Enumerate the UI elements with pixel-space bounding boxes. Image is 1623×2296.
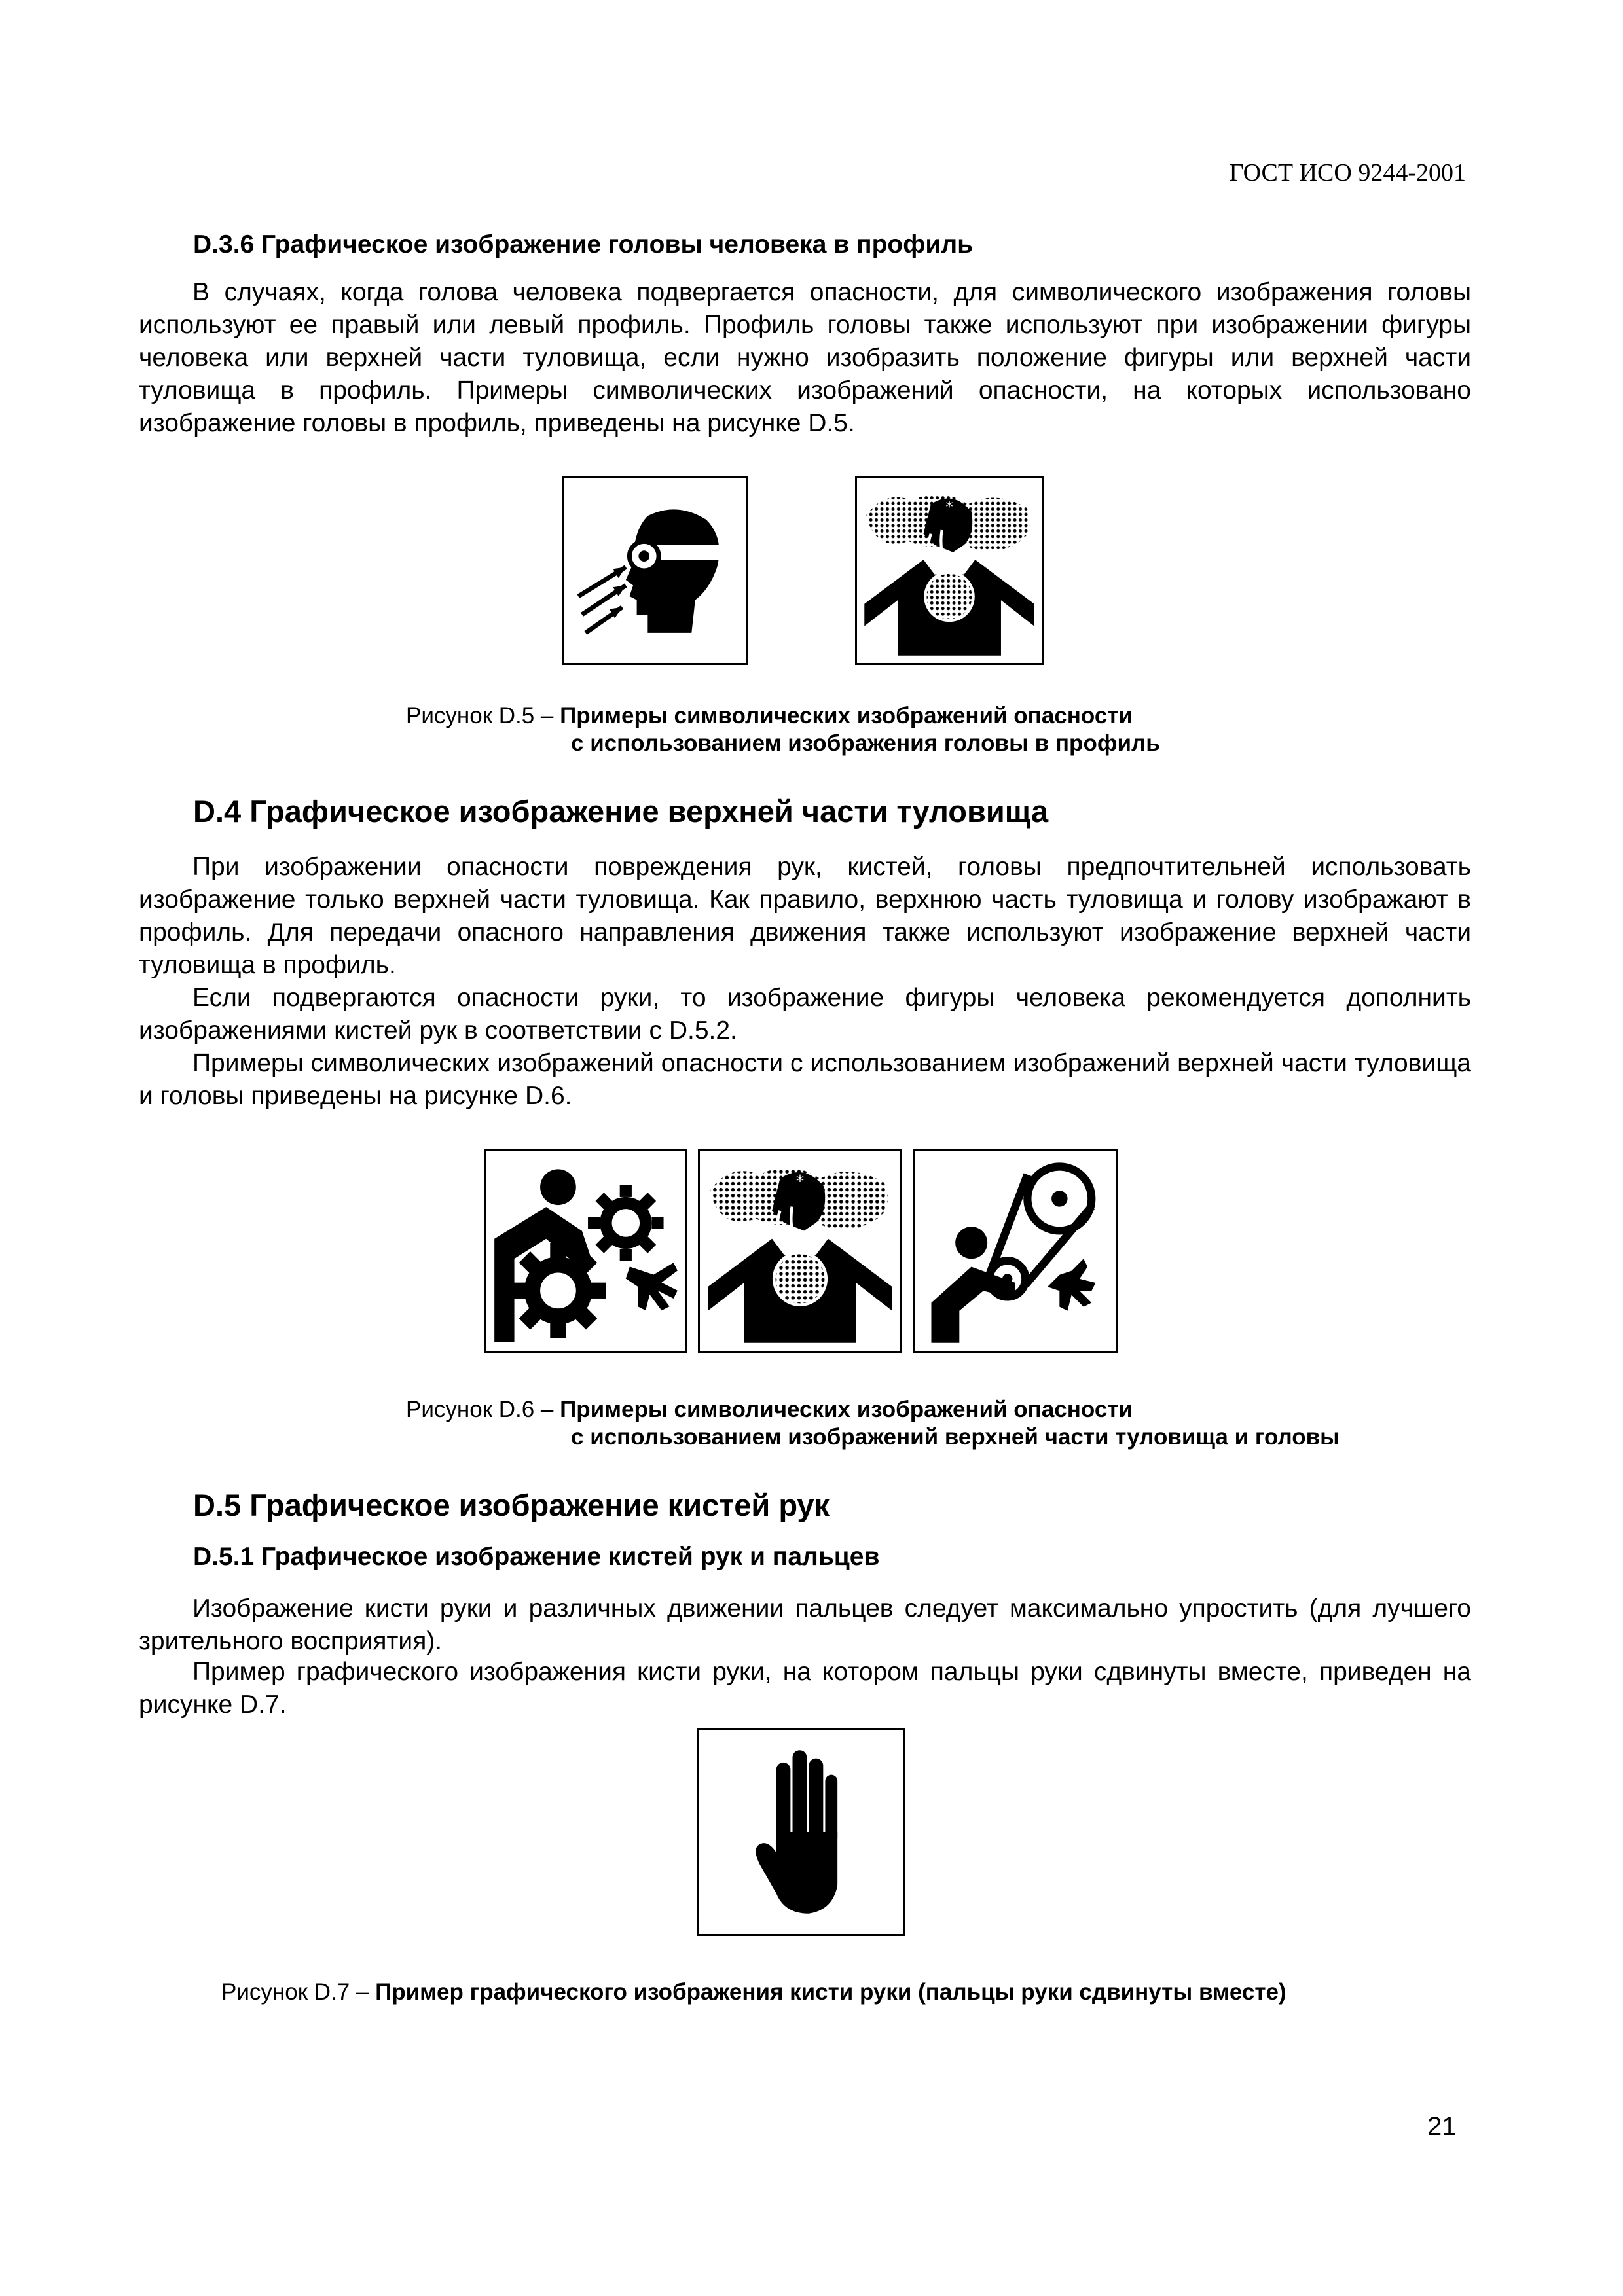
standard-number: ГОСТ ИСО 9244-2001 [1229, 159, 1466, 187]
section-text-d51-p2: Пример графического изображения кисти руки, на котором пальцы руки сдвинуты вместе, приведен на рисунке D.7. [139, 1658, 1471, 1719]
gear-entanglement-icon [486, 1151, 685, 1351]
hand-fingers-together-icon [699, 1730, 903, 1934]
figure-d7-hand [697, 1728, 905, 1936]
section-title-d4: D.4 Графическое изображение верхней части туловища [193, 794, 1049, 829]
figure-d6-belt-drive-hazard [913, 1149, 1118, 1353]
section-text-d4-p1: При изображении опасности повреждения рук, кистей, головы предпочтительней использовать изображение только верхней части туловища. Как правило, верхнюю часть туловища и голову изображают в профиль. Для передачи опасного направления движения также используют изображение верхней части туловища в профиль. [139, 853, 1471, 979]
figure-d5-inhalation-hazard [855, 476, 1044, 665]
figure-d7-caption: Рисунок D.7 – Пример графического изображения кисти руки (пальцы руки сдвинуты вместе) [221, 1979, 1286, 2005]
section-text-d4-p3: Примеры символических изображений опасности с использованием изображений верхней части туловища и головы приведены на рисунке D.6. [139, 1049, 1471, 1110]
section-text-d36: В случаях, когда голова человека подвергается опасности, для символического изображения головы используют ее правый или левый профиль. Профиль головы также используют при изображении фигуры человека или верхней части туловища, если нужно изобразить положение фигуры или верхней части туловища в профиль. Примеры символических изображений опасности, на которых использовано изображение головы в профиль, приведены на рисунке D.5. [139, 278, 1471, 437]
belt-drive-entanglement-icon [915, 1151, 1116, 1351]
svg-text:*: * [945, 498, 953, 516]
figure-d6-gears-hazard [484, 1149, 687, 1353]
figure-d5-eye-hazard [562, 476, 748, 665]
figure-d5-caption-line2: с использованием изображения головы в профиль [571, 730, 1160, 756]
section-title-d51: D.5.1 Графическое изображение кистей рук и пальцев [193, 1543, 880, 1571]
toxic-inhalation-icon [857, 478, 1042, 663]
eye-head-profile-icon [564, 478, 746, 663]
section-title-d5: D.5 Графическое изображение кистей рук [193, 1488, 830, 1522]
figure-d6-caption-line2: с использованием изображений верхней части туловища и головы [571, 1424, 1340, 1450]
figure-d6-inhalation-hazard [698, 1149, 902, 1353]
figure-d6-caption: Рисунок D.6 – Примеры символических изображений опасности [406, 1397, 1133, 1422]
toxic-inhalation-icon [700, 1151, 900, 1351]
svg-text:*: * [795, 1172, 805, 1191]
section-title-d36: D.3.6 Графическое изображение головы человека в профиль [193, 230, 974, 259]
figure-d5-caption: Рисунок D.5 – Примеры символических изображений опасности [406, 703, 1133, 728]
page-number: 21 [1427, 2112, 1457, 2141]
section-text-d51-p1: Изображение кисти руки и различных движении пальцев следует максимально упростить (для лучшего зрительного восприятия). [139, 1594, 1471, 1655]
section-text-d4-p2: Если подвергаются опасности руки, то изображение фигуры человека рекомендуется дополнить изображениями кистей рук в соответствии с D.5.2. [139, 984, 1471, 1045]
